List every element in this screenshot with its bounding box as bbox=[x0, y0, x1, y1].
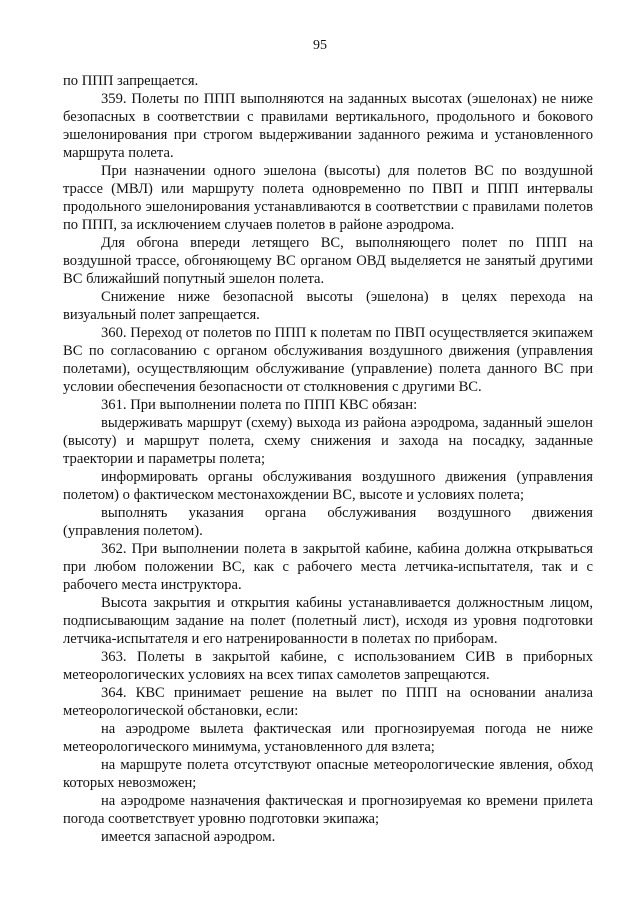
paragraph: выполнять указания органа обслуживания воздушного движения bbox=[101, 505, 593, 521]
paragraph: 361. При выполнении полета по ППП КВС обязан: bbox=[101, 397, 418, 413]
paragraph: по ППП запрещается. bbox=[63, 73, 199, 89]
paragraph: Для обгона впереди летящего ВС, выполняющего полет по ППП на воздушной трассе, обгоняющему ВС органом ОВД выделяется не занятый другими ВС ближайший попутный эшелон полета. bbox=[63, 235, 593, 287]
paragraph: 363. Полеты в закрытой кабине, с использованием СИВ в приборных метеорологических условиях на всех типах самолетов запрещаются. bbox=[63, 649, 593, 683]
paragraph: на аэродроме вылета фактическая или прогнозируемая погода не ниже метеорологического минимума, установленного для взлета; bbox=[63, 721, 593, 755]
paragraph: информировать органы обслуживания воздушного движения (управления полетом) о фактическом местонахождении ВС, высоте и условиях полета; bbox=[63, 469, 593, 503]
document-body bbox=[63, 72, 593, 846]
paragraph: на маршруте полета отсутствуют опасные метеорологические явления, обход которых невозможен; bbox=[63, 757, 593, 791]
paragraph: 360. Переход от полетов по ППП к полетам по ПВП осуществляется экипажем ВС по согласованию с органом обслуживания воздушного движения (управления полетами), осуществляющим обслуживание (управление) полета данного ВС при условии обеспечения безопасности от столкновения с другими ВС. bbox=[63, 325, 593, 395]
paragraph: 359. Полеты по ППП выполняются на заданных высотах (эшелонах) не ниже безопасных в соответствии с правилами вертикального, продольного и бокового эшелонирования при строгом выдерживании заданного режима и установленного маршрута полета. bbox=[63, 91, 593, 161]
page-number: 95 bbox=[313, 38, 327, 53]
paragraph: 362. При выполнении полета в закрытой кабине, кабина должна открываться при любом положении ВС, как с рабочего места летчика-испытателя, так и с рабочего места инструктора. bbox=[63, 541, 593, 593]
paragraph: 364. КВС принимает решение на вылет по ППП на основании анализа метеорологической обстановки, если: bbox=[63, 685, 593, 719]
paragraph: (управления полетом). bbox=[63, 523, 203, 539]
paragraph: имеется запасной аэродром. bbox=[101, 829, 276, 845]
paragraph: на аэродроме назначения фактическая и прогнозируемая ко времени прилета погода соответствует уровню подготовки экипажа; bbox=[63, 793, 593, 827]
paragraph: При назначении одного эшелона (высоты) для полетов ВС по воздушной трассе (МВЛ) или маршруту полета одновременно по ПВП и ППП интервалы продольного эшелонирования устанавливаются в соответствии с правилами полетов по ППП, за исключением случаев полетов в районе аэродрома. bbox=[63, 163, 593, 233]
paragraph: выдерживать маршрут (схему) выхода из района аэродрома, заданный эшелон (высоту) и маршрут полета, схему снижения и захода на посадку, заданные траектории и параметры полета; bbox=[63, 415, 593, 467]
paragraph: Высота закрытия и открытия кабины устанавливается должностным лицом, подписывающим задание на полет (полетный лист), исходя из уровня подготовки летчика-испытателя и его натренированности в полетах по приборам. bbox=[63, 595, 593, 647]
paragraph: Снижение ниже безопасной высоты (эшелона) в целях перехода на визуальный полет запрещается. bbox=[63, 289, 593, 323]
